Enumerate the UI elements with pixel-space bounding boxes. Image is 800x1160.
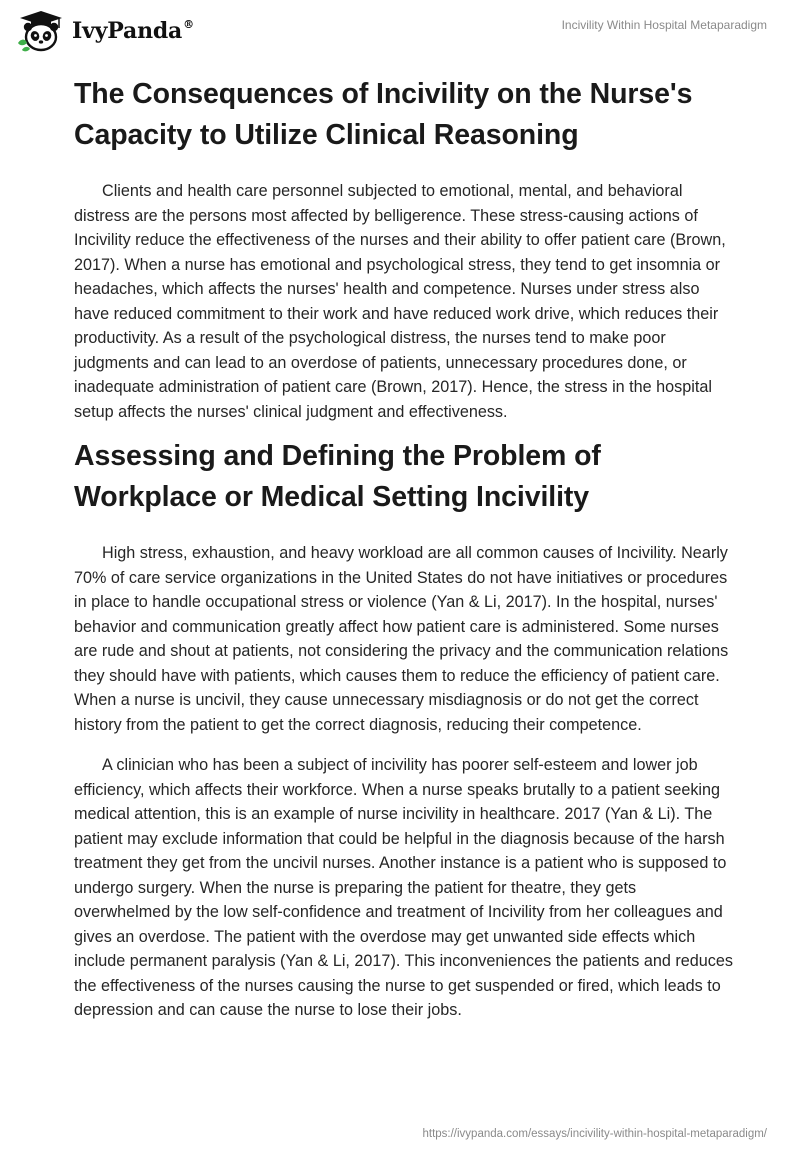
- source-url-link[interactable]: https://ivypanda.com/essays/incivility-within-hospital-metaparadigm/: [422, 1128, 767, 1140]
- section-heading: Assessing and Defining the Problem of Workplace or Medical Setting Incivility: [74, 440, 601, 513]
- essay-body: [74, 74, 734, 1023]
- paragraph: Clients and health care personnel subjected to emotional, mental, and behavioral distress are the persons most affected by belligerence. These stress-causing actions of Incivility reduce the effectiveness of the nurses and their ability to offer patient care (Brown, 2017). When a nurse has emotional and psychological stress, they tend to get insomnia or headaches, which affects the nurses' health and competence. Nurses under stress also have reduced commitment to their work and have reduced work drive, which reduces their productivity. As a result of the psychological distress, the nurses tend to make poor judgments and can lead to an overdose of patients, unnecessary procedures done, or inadequate administration of patient care (Brown, 2017). Hence, the stress in the hospital setup affects the nurses' clinical judgment and effectiveness.: [74, 182, 726, 421]
- panda-graduate-icon: [14, 9, 66, 53]
- registered-mark: ®: [183, 17, 194, 31]
- ivypanda-logo[interactable]: [14, 9, 194, 53]
- paragraph: High stress, exhaustion, and heavy workload are all common causes of Incivility. Nearly 70% of care service organizations in the United States do not have initiatives or procedures in place to handle occupational stress or violence (Yan & Li, 2017). In the hospital, nurses' behavior and communication greatly affect how patient care is administered. Some nurses are rude and shout at patients, not considering the privacy and the communication relations they should have with patients, which causes them to reduce the efficiency of patient care. When a nurse is uncivil, they cause unnecessary misdiagnosis or do not get the correct history from the patient to get the correct diagnosis, reducing their competence.: [74, 544, 729, 734]
- paragraph: A clinician who has been a subject of incivility has poorer self-esteem and lower job efficiency, which affects their workforce. When a nurse speaks brutally to a patient seeking medical attention, this is an example of nurse incivility in healthcare. 2017 (Yan & Li). The patient may exclude information that could be helpful in the diagnosis because of the harsh treatment they get from the uncivil nurses. Another instance is a patient who is supposed to undergo surgery. When the nurse is preparing the patient for theatre, they gets overwhelmed by the low self-confidence and treatment of Incivility from her colleagues and gives an overdose. The patient with the overdose may get unwanted side effects which include permanent paralysis (Yan & Li, 2017). This inconveniences the patients and reduces the effectiveness of the nurses causing the nurse to get suspended or fired, which leads to depression and can cause the nurse to lose their jobs.: [74, 756, 733, 1019]
- page-header: [0, 0, 800, 64]
- section-heading: The Consequences of Incivility on the Nurse's Capacity to Utilize Clinical Reasoning: [74, 78, 693, 151]
- brand-name: IvyPanda®: [72, 17, 194, 44]
- document-title: Incivility Within Hospital Metaparadigm: [561, 18, 767, 32]
